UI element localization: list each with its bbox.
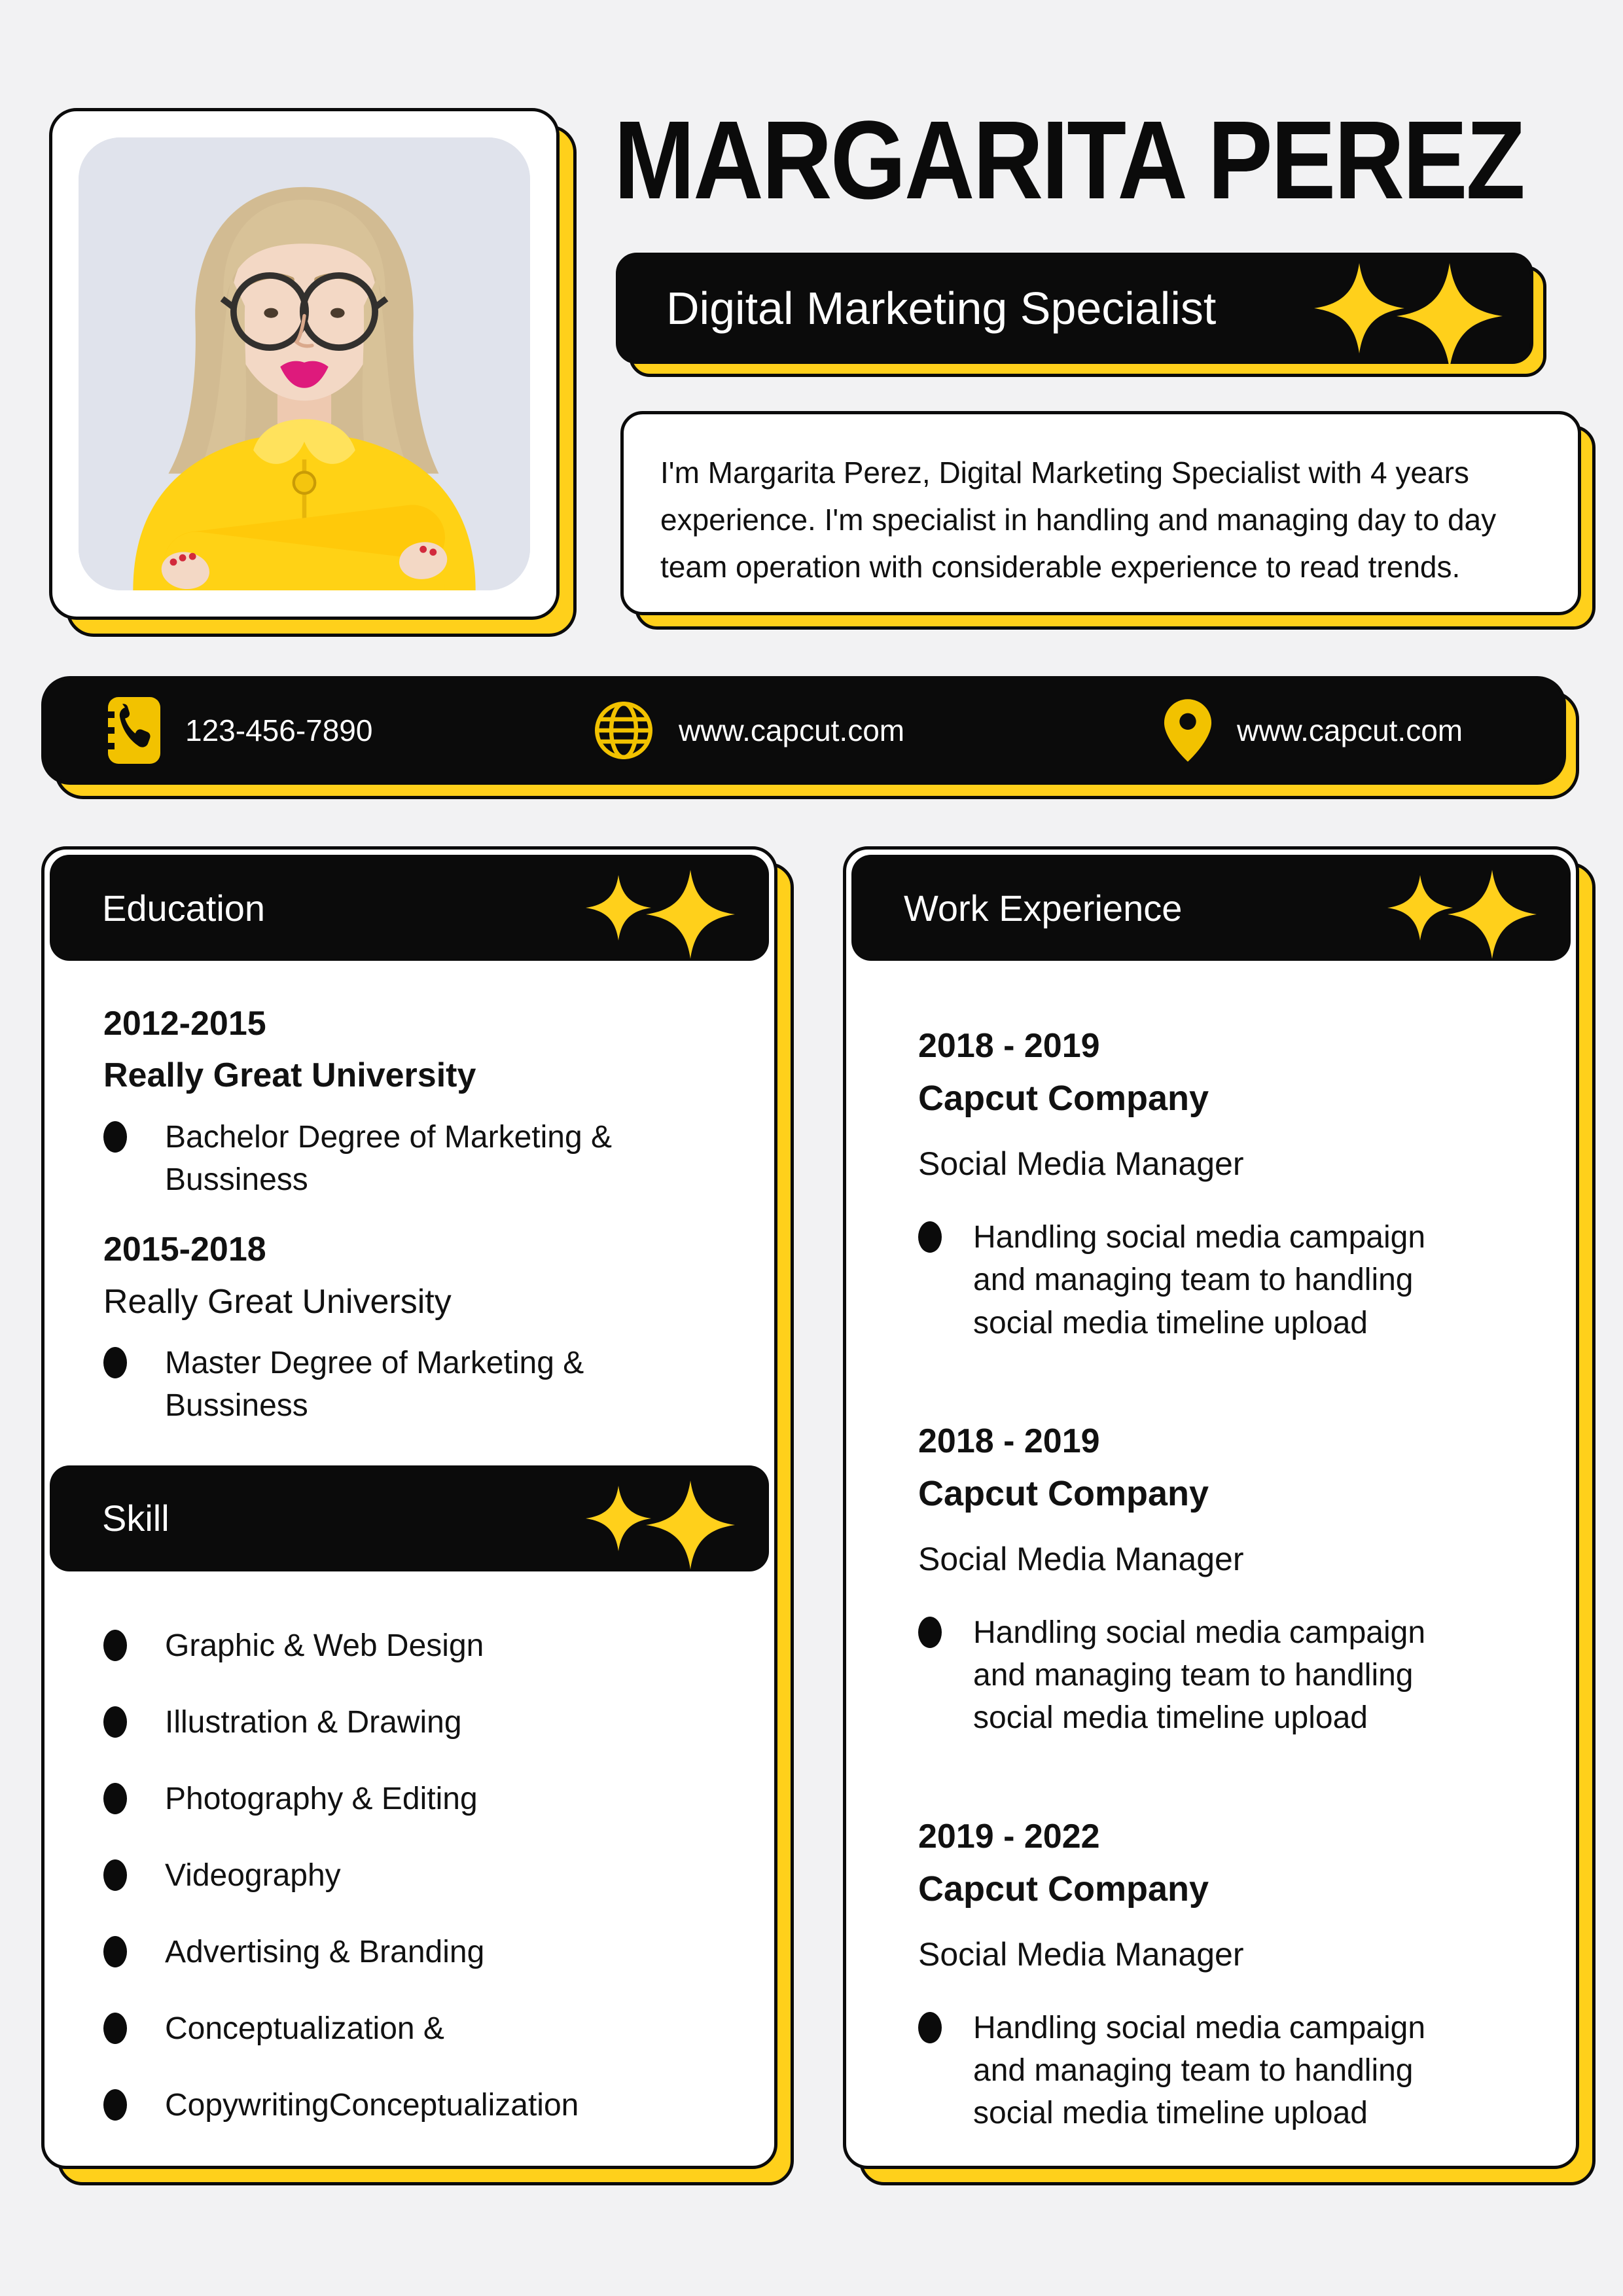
education-item: [103, 1004, 738, 1201]
skill-item: [103, 1781, 738, 1817]
education-school: Really Great University: [103, 1056, 476, 1095]
summary-text: I'm Margarita Perez, Digital Marketing Specialist with 4 years experience. I'm specialist in handling and managing day to day team operation with considerable experience to read trends.: [660, 456, 1497, 584]
skill-item: [103, 2087, 738, 2123]
sparkle-icon: [646, 865, 735, 963]
skill-list: [45, 1571, 774, 2123]
skill-label: Illustration & Drawing: [165, 1704, 462, 1740]
panel-front: [843, 846, 1579, 2169]
experience-detail: Handling social media campaign and managing team to handling social media timeline upload: [973, 1220, 1426, 1340]
skill-item: [103, 1934, 738, 1970]
phone-icon: [107, 696, 162, 765]
page-title: MARGARITA PEREZ: [614, 98, 1524, 223]
sparkle-group: [586, 1469, 735, 1568]
panel-front: [41, 846, 777, 2169]
bullet-dot-icon: [918, 1617, 942, 1648]
experience-role: Social Media Manager: [918, 1145, 1244, 1183]
experience-company: Capcut Company: [918, 1869, 1209, 1909]
role-pill-front: [616, 253, 1533, 364]
skill-label: Advertising & Branding: [165, 1934, 485, 1969]
experience-years: 2019 - 2022: [918, 1817, 1100, 1856]
profile-photo: [79, 137, 530, 590]
photo-card: [49, 108, 560, 620]
sparkle-group: [1387, 859, 1537, 957]
contact-location-value: www.capcut.com: [1237, 713, 1463, 747]
skill-title: Skill: [102, 1498, 169, 1539]
experience-section-header: [851, 855, 1571, 961]
bullet-dot-icon: [103, 1783, 127, 1814]
education-years: 2012-2015: [103, 1005, 266, 1043]
contact-phone: [107, 679, 372, 781]
experience-item: [918, 1422, 1540, 1740]
sparkle-icon: [586, 871, 651, 944]
education-years: 2015-2018: [103, 1230, 266, 1269]
education-skill-panel: [41, 846, 777, 2169]
experience-detail-row: [918, 1216, 1540, 1344]
skill-label: Photography & Editing: [165, 1781, 478, 1816]
education-title: Education: [102, 887, 266, 929]
photo-card-frame: [49, 108, 560, 620]
experience-role: Social Media Manager: [918, 1540, 1244, 1577]
role-label: Digital Marketing Specialist: [666, 283, 1217, 334]
experience-item: [918, 1817, 1540, 2135]
experience-title: Work Experience: [904, 887, 1183, 929]
sparkle-icon: [1387, 871, 1453, 944]
skill-label: Conceptualization &: [165, 2011, 444, 2046]
summary-card-front: [620, 411, 1581, 615]
location-pin-icon: [1162, 697, 1213, 764]
experience-role: Social Media Manager: [918, 1935, 1244, 1973]
sparkle-group: [1314, 250, 1503, 367]
bullet-dot-icon: [103, 2089, 127, 2121]
experience-company: Capcut Company: [918, 1079, 1209, 1119]
skill-section-header: [50, 1465, 769, 1571]
education-degree: Master Degree of Marketing & Bussiness: [165, 1345, 584, 1424]
contact-phone-value: 123-456-7890: [185, 713, 373, 747]
skill-item: [103, 1628, 738, 1664]
education-section-header: [50, 855, 769, 961]
contact-website-value: www.capcut.com: [679, 713, 905, 747]
experience-years: 2018 - 2019: [918, 1422, 1100, 1460]
skill-label: Videography: [165, 1857, 341, 1893]
bullet-dot-icon: [103, 2013, 127, 2044]
summary-card: [620, 411, 1581, 615]
sparkle-icon: [1397, 258, 1503, 374]
sparkle-icon: [586, 1482, 651, 1555]
contact-bar: [41, 676, 1566, 785]
education-degree: Bachelor Degree of Marketing & Bussiness: [165, 1119, 613, 1197]
contact-bar-front: [41, 676, 1566, 785]
education-school: Really Great University: [103, 1282, 452, 1321]
skill-label: CopywritingConceptualization: [165, 2087, 579, 2123]
globe-icon: [592, 699, 655, 762]
skill-item: [103, 1704, 738, 1740]
experience-detail-row: [918, 1611, 1540, 1740]
bullet-dot-icon: [103, 1936, 127, 1967]
sparkle-icon: [1448, 865, 1537, 963]
role-pill: [616, 253, 1533, 364]
sparkle-icon: [1314, 259, 1404, 357]
skill-item: [103, 2011, 738, 2047]
sparkle-group: [586, 859, 735, 957]
contact-website: [592, 679, 904, 781]
experience-detail: Handling social media campaign and managing team to handling social media timeline upload: [973, 1615, 1426, 1736]
education-list: [45, 961, 774, 1427]
bullet-dot-icon: [103, 1630, 127, 1661]
work-experience-panel: [843, 846, 1579, 2169]
bullet-dot-icon: [103, 1121, 127, 1153]
education-item: [103, 1230, 738, 1427]
bullet-dot-icon: [918, 1221, 942, 1253]
portrait-illustration: [79, 137, 530, 590]
bullet-dot-icon: [103, 1347, 127, 1378]
education-degree-row: [103, 1342, 738, 1427]
experience-years: 2018 - 2019: [918, 1027, 1100, 1065]
experience-detail-row: [918, 2007, 1540, 2135]
bullet-dot-icon: [103, 1706, 127, 1738]
education-degree-row: [103, 1116, 738, 1202]
bullet-dot-icon: [918, 2012, 942, 2043]
experience-detail: Handling social media campaign and managing team to handling social media timeline upload: [973, 2010, 1426, 2131]
skill-item: [103, 1857, 738, 1893]
contact-location: [1162, 679, 1463, 781]
sparkle-icon: [646, 1476, 735, 1574]
bullet-dot-icon: [103, 1859, 127, 1891]
experience-item: [918, 1026, 1540, 1344]
skill-label: Graphic & Web Design: [165, 1628, 484, 1663]
experience-company: Capcut Company: [918, 1474, 1209, 1514]
experience-list: [846, 961, 1576, 2135]
